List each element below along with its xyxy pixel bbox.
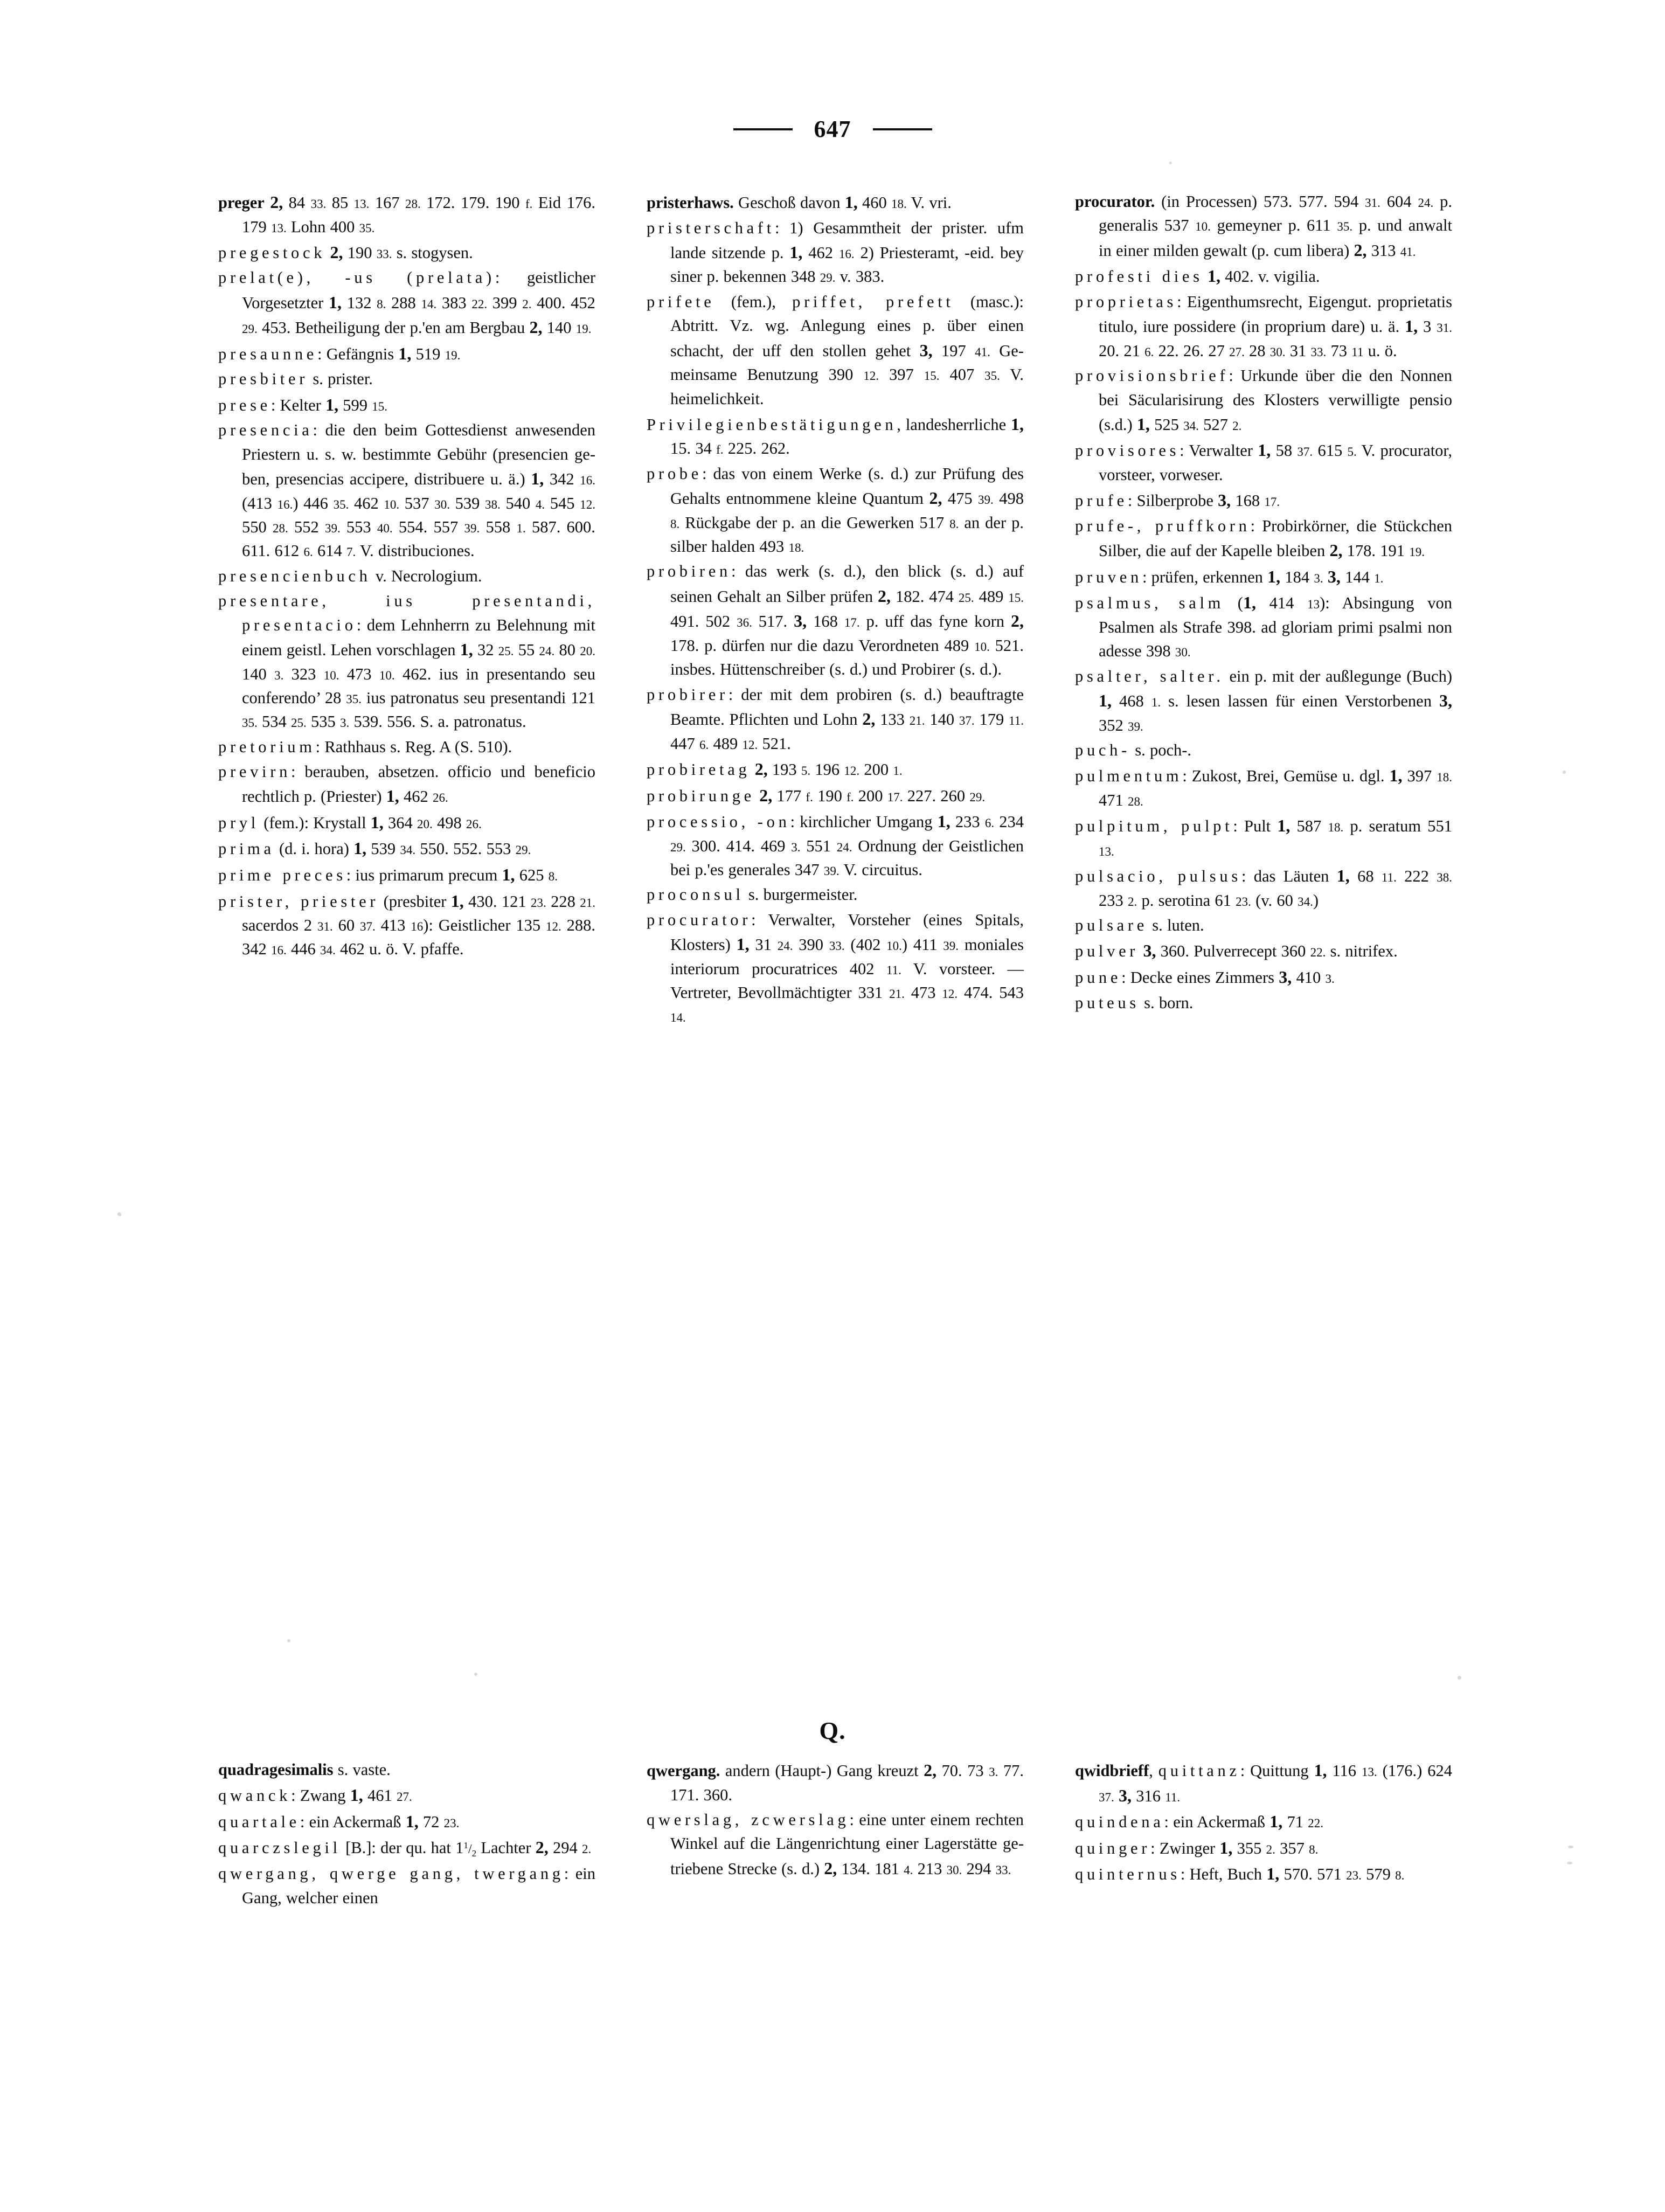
scan-speck: [1563, 771, 1566, 774]
dictionary-entry: psalter, salter. ein p. mit der außlegunge (Buch) 1, 468 1. s. lesen lassen für einen Verstorbenen 3, 352 39.: [1075, 667, 1452, 734]
dictionary-entry: previrn: berauben, absetzen. officio und beneficio rechtlich p. (Priester) 1, 462 26.: [218, 762, 595, 806]
dictionary-entry: presencia: die den beim Gottesdienst anwesenden Priestern u. s. w. bestimmte Gebühr (presencien geben, presencias accipere, distribuere u. ä.) 1, 342 16. (413 16.) 446 35. 462 10. 537 30. 539 38. 540 4. 545 12. 550 28. 552 39. 553 40. 554. 557 39. 558 1. 587. 600. 611. 612 6. 614 7. V. distribuciones.: [218, 421, 595, 560]
dictionary-entry: quindena: ein Ackermaß 1, 71 22.: [1075, 1812, 1323, 1832]
dictionary-entry: probirunge 2, 177 f. 190 f. 200 17. 227. 260 29.: [647, 785, 986, 805]
column-q-2: [647, 1758, 1024, 1910]
dictionary-entry: psalmus, salm (1, 414 13): Absingung von Psalmen als Strafe 398. ad gloriam primi psalmi non adesse 398 30.: [1075, 593, 1452, 661]
dictionary-entry: presaunne: Gefängnis 1, 519 19.: [218, 343, 461, 363]
dictionary-entry: pulpitum, pulpt: Pult 1, 587 18. p. seratum 551 13.: [1075, 816, 1452, 858]
scan-speck: [1458, 1676, 1461, 1680]
dictionary-entry: quartale: ein Ackermaß 1, 72 23.: [218, 1811, 460, 1831]
scan-speck: [287, 1639, 290, 1642]
dictionary-entry: procurator: Verwalter, Vorsteher (eines Spitals, Klosters) 1, 31 24. 390 33. (402 10.) 411 39. moniales interiorum procuratrices 402 11. V. vorsteer. — Vertreter, Bevollmächtigter 331 21. 473 12. 474. 543 14.: [647, 910, 1024, 1025]
dictionary-entry: probiretag 2, 193 5. 196 12. 200 1.: [647, 759, 903, 779]
dictionary-entry: probiren: das werk (s. d.), den blick (s. d.) auf seinen Gehalt an Silber prüfen 2, 182. 474 25. 489 15. 491. 502 36. 517. 3, 168 17. p. uff das fyne korn 2, 178. p. dürfen nur die dazu Verordneten 489 10. 521. insbes. Hüttenschreiber (s. d.) und Probirer (s. d.).: [647, 562, 1024, 679]
scan-speck: [117, 1212, 121, 1216]
dictionary-entry: qwidbrieff, quittanz: Quittung 1, 116 13. (176.) 624 37. 3, 316 11.: [1075, 1760, 1452, 1805]
dictionary-entry: pulsare s. luten.: [1075, 916, 1204, 935]
dictionary-entry: prelat(e), -us (prelata): geistlicher Vorgesetzter 1, 132 8. 288 14. 383 22. 399 2. 400. 452 29. 453. Betheiligung der p.'en am Bergbau 2, 140 19.: [218, 268, 595, 337]
dictionary-entry: prifete (fem.), priffet, prefett (masc.): Abtritt. Vz. wg. Anlegung eines p. über einen schacht, der uff den stollen gehet 3, 197 41. Gemeinsame Benutzung 390 12. 397 15. 407 35. V. heimelichkeit.: [647, 292, 1024, 408]
dictionary-entry: probe: das von einem Werke (s. d.) zur Prüfung des Gehalts entnommene kleine Quantum 2, 475 39. 498 8. Rückgabe der p. an die Gewerken 517 8. an der p. silber halden 493 18.: [647, 464, 1024, 556]
dictionary-entry: profesti dies 1, 402. v. vigilia.: [1075, 266, 1320, 286]
rule-right-icon: [873, 128, 932, 130]
column-q-3: [1075, 1758, 1452, 1910]
dictionary-entry: prister, priester (presbiter 1, 430. 121 23. 228 21. sacerdos 2 31. 60 37. 413 16): Geistlicher 135 12. 288. 342 16. 446 34. 462 u. ö. V. pfaffe.: [218, 891, 595, 959]
dictionary-entry: prime preces: ius primarum precum 1, 625 8.: [218, 865, 558, 885]
rule-left-icon: [733, 128, 793, 130]
dictionary-entry: prima (d. i. hora) 1, 539 34. 550. 552. 553 29.: [218, 838, 531, 858]
dictionary-entry: quinternus: Heft, Buch 1, 570. 571 23. 579 8.: [1075, 1864, 1405, 1884]
dictionary-entry: preger 2, 84 33. 85 13. 167 28. 172. 179. 190 f. Eid 176. 179 13. Lohn 400 35.: [218, 192, 595, 236]
column-group-p: [218, 190, 1452, 1029]
dictionary-entry: pristerschaft: 1) Gesammtheit der prister. ufm lande sitzende p. 1, 462 16. 2) Priesteramt, -eid. bey siner p. bekennen 348 29. v. 383.: [647, 218, 1024, 286]
dictionary-entry: prese: Kelter 1, 599 15.: [218, 394, 388, 414]
column-group-q: [218, 1758, 1452, 1910]
scan-speck: [474, 1673, 477, 1676]
running-head: [0, 105, 1665, 154]
dictionary-entry: quinger: Zwinger 1, 355 2. 357 8.: [1075, 1837, 1319, 1857]
page-number: 647: [814, 116, 851, 142]
dictionary-entry: processio, -on: kirchlicher Umgang 1, 233 6. 234 29. 300. 414. 469 3. 551 24. Ordnung der Geistlichen bei p.'es generales 347 39. V. circuitus.: [647, 812, 1024, 879]
dictionary-entry: pryl (fem.): Krystall 1, 364 20. 498 26.: [218, 812, 482, 832]
scan-speck: [1169, 162, 1172, 164]
dictionary-entry: presentare, ius presentandi, presentacio: dem Lehnherrn zu Belehnung mit einem geistl. Lehen vorschlagen 1, 32 25. 55 24. 80 20. 140 3. 323 10. 473 10. 462. ius in presentando seu conferendo’ 28 35. ius patronatus seu presentandi 121 35. 534 25. 535 3. 539. 556. S. a. patronatus.: [218, 592, 595, 731]
column-q-1: [218, 1758, 595, 1910]
dictionary-entry: prufe: Silberprobe 3, 168 17.: [1075, 490, 1280, 510]
letter-divider: Q.: [819, 1717, 846, 1744]
dictionary-entry: provisores: Verwalter 1, 58 37. 615 5. V. procurator, vorsteer, vorweser.: [1075, 440, 1452, 484]
dictionary-entry: pristerhaws. Geschoß davon 1, 460 18. V. vri.: [647, 192, 952, 212]
dictionary-entry: quadragesimalis s. vaste.: [218, 1760, 391, 1779]
column-3: [1075, 190, 1452, 1029]
dictionary-entry: quarczslegil [B.]: der qu. hat $1^1/_2$ Lachter 2, 294 2.: [218, 1837, 592, 1859]
dictionary-entry: qwergang. andern (Haupt-) Gang kreuzt 2, 70. 73 3. 77. 171. 360.: [647, 1760, 1024, 1804]
scan-speck: [1567, 1862, 1572, 1864]
dictionary-entry: puch- s. poch-.: [1075, 740, 1192, 759]
dictionary-entry: qwergang, qwerge gang, twergang: ein Gang, welcher einen: [218, 1864, 595, 1907]
dictionary-entry: puteus s. born.: [1075, 993, 1194, 1012]
dictionary-entry: pune: Decke eines Zimmers 3, 410 3.: [1075, 967, 1335, 987]
column-1: [218, 190, 595, 1029]
dictionary-entry: pulver 3, 360. Pulverrecept 360 22. s. nitrifex.: [1075, 941, 1398, 961]
dictionary-entry: pulmentum: Zukost, Brei, Gemüse u. dgl. 1, 397 18. 471 28.: [1075, 766, 1452, 809]
dictionary-entry: presencienbuch v. Necrologium.: [218, 566, 482, 585]
dictionary-entry: pregestock 2, 190 33. s. stogysen.: [218, 242, 473, 262]
dictionary-entry: probirer: der mit dem probiren (s. d.) beauftragte Beamte. Pflichten und Lohn 2, 133 21. 140 37. 179 11. 447 6. 489 12. 521.: [647, 685, 1024, 753]
dictionary-entry: proprietas: Eigenthumsrecht, Eigengut. proprietatis titulo, iure possidere (in proprium dare) u. ä. 1, 3 31. 20. 21 6. 22. 26. 27 27. 28 30. 31 33. 73 11 u. ö.: [1075, 292, 1452, 360]
dictionary-entry: Privilegienbestätigungen, landesherrliche 1, 15. 34 f. 225. 262.: [647, 414, 1024, 458]
dictionary-entry: prufe-, pruffkorn: Probirkörner, die Stückchen Silber, die auf der Kapelle bleiben 2, 178. 191 19.: [1075, 516, 1452, 560]
dictionary-entry: provisionsbrief: Urkunde über die den Nonnen bei Säcularisirung des Klosters verwilligte pensio (s.d.) 1, 525 34. 527 2.: [1075, 366, 1452, 434]
scan-speck: [1568, 1846, 1573, 1848]
dictionary-entry: proconsul s. burgermeister.: [647, 885, 858, 904]
column-2: [647, 190, 1024, 1029]
dictionary-entry: pulsacio, pulsus: das Läuten 1, 68 11. 222 38. 233 2. p. serotina 61 23. (v. 60 34.): [1075, 866, 1452, 910]
dictionary-entry: qwerslag, zcwerslag: eine unter einem rechten Winkel auf die Längenrichtung einer Lagerstätte getriebene Strecke (s. d.) 2, 134. 181 4. 213 30. 294 33.: [647, 1810, 1024, 1878]
dictionary-entry: procurator. (in Processen) 573. 577. 594 31. 604 24. p. generalis 537 10. gemeyner p. 611 35. p. und anwalt in einer milden gewalt (p. cum libera) 2, 313 41.: [1075, 192, 1452, 260]
dictionary-entry: pruven: prüfen, erkennen 1, 184 3. 3, 144 1.: [1075, 566, 1384, 586]
dictionary-entry: pretorium: Rathhaus s. Reg. A (S. 510).: [218, 737, 512, 756]
dictionary-entry: qwanck: Zwang 1, 461 27.: [218, 1785, 412, 1805]
dictionary-entry: presbiter s. prister.: [218, 370, 373, 389]
